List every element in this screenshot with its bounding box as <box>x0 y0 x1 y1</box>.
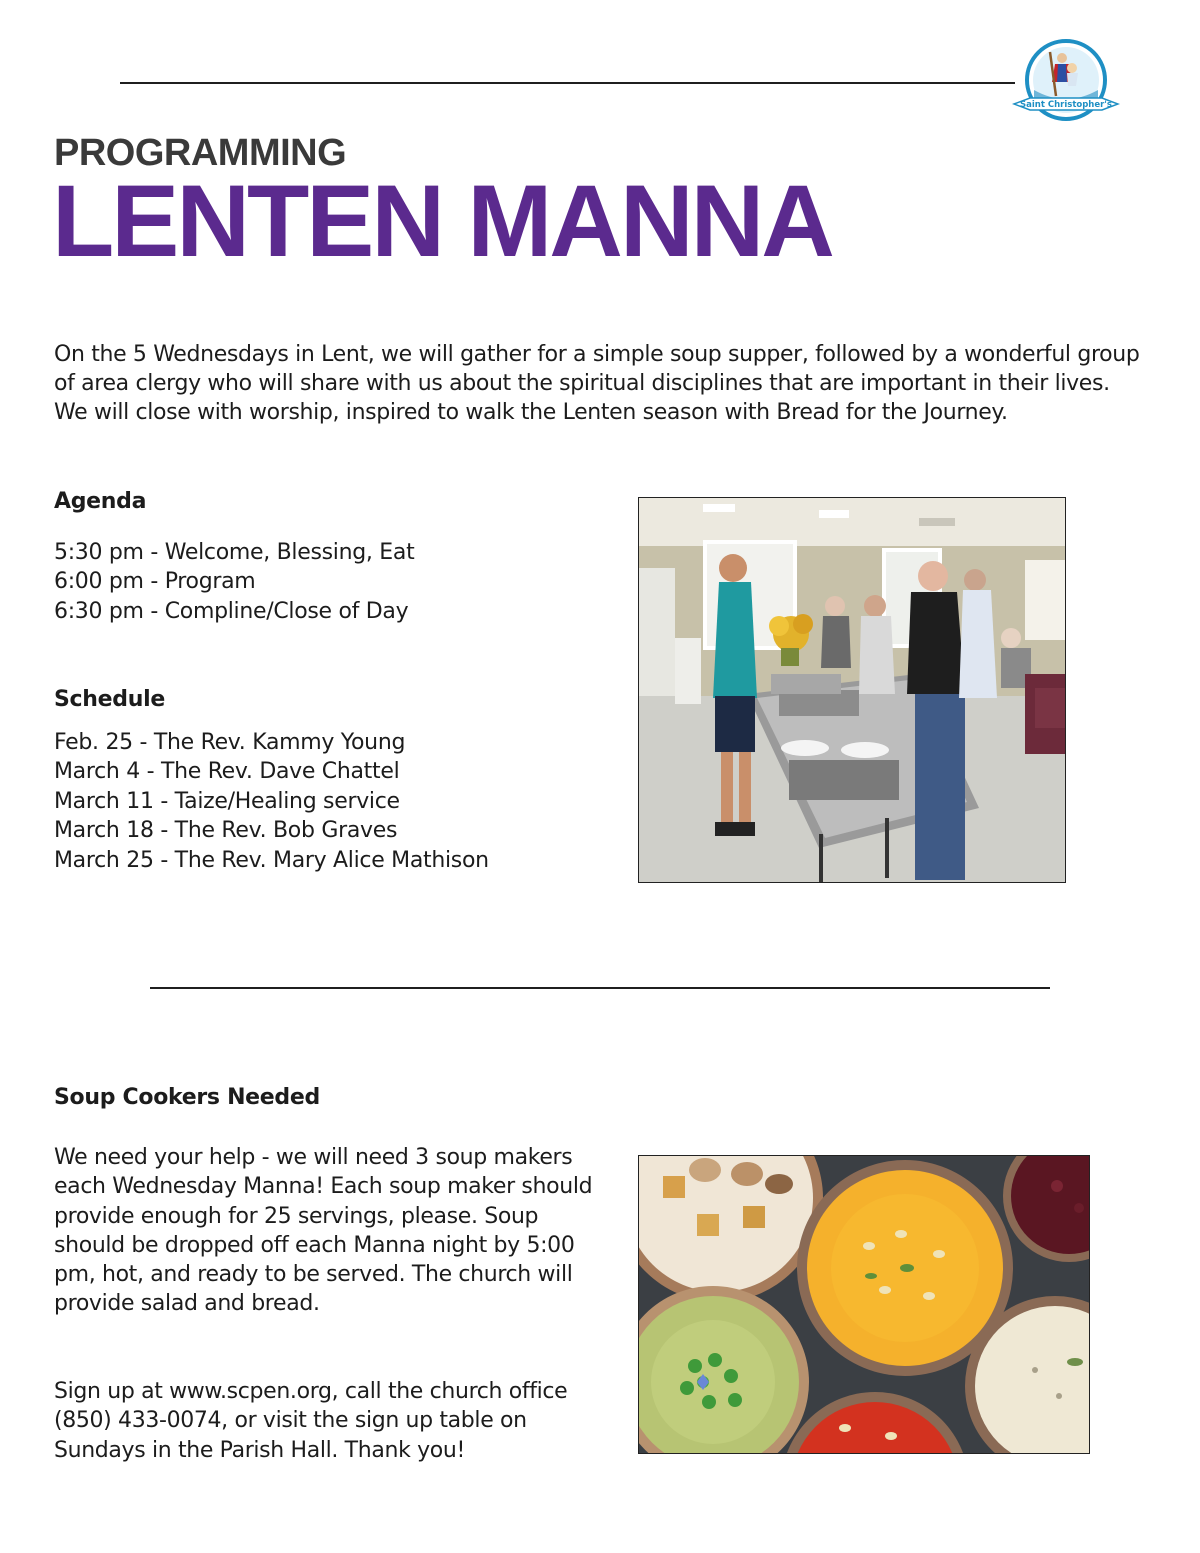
soup-paragraph: We need your help - we will need 3 soup makers each Wednesday Manna! Each soup maker should provide enough for 25 servings, please. Soup should be dropped off each Manna night by 5:00 pm, hot, and ready to be served. The church will provide salad and bread. <box>54 1145 593 1317</box>
schedule-item: March 18 - The Rev. Bob Graves <box>54 818 398 844</box>
top-divider <box>120 82 1015 84</box>
schedule-item: March 4 - The Rev. Dave Chattel <box>54 759 400 785</box>
agenda-list <box>54 538 414 626</box>
agenda-item: 5:30 pm - Welcome, Blessing, Eat <box>54 540 415 565</box>
schedule-item: Feb. 25 - The Rev. Kammy Young <box>54 730 406 755</box>
agenda-heading: Agenda <box>54 489 147 514</box>
agenda-item: 6:00 pm - Program <box>54 569 256 595</box>
soup-bowls-photo <box>638 1155 1090 1454</box>
section-kicker: PROGRAMMING <box>54 132 347 174</box>
soup-supper-photo <box>638 497 1066 883</box>
schedule-item: March 11 - Taize/Healing service <box>54 788 400 814</box>
agenda-item: 6:30 pm - Compline/Close of Day <box>54 598 409 624</box>
signup-paragraph: Sign up at www.scpen.org, call the church office (850) 433-0074, or visit the sign up table on Sundays in the Parish Hall. Thank you! <box>54 1379 568 1463</box>
middle-divider <box>150 987 1050 989</box>
schedule-list <box>54 728 489 875</box>
schedule-item: March 25 - The Rev. Mary Alice Mathison <box>54 847 489 873</box>
intro-paragraph: On the 5 Wednesdays in Lent, we will gather for a simple soup supper, followed by a wonderful group of area clergy who will share with us about the spiritual disciplines that are important in their lives. We will close with worship, inspired to walk the Lenten season with Bread for the Journey. <box>54 342 1140 425</box>
schedule-heading: Schedule <box>54 687 165 712</box>
saint-christophers-logo <box>1012 38 1120 130</box>
soup-heading: Soup Cookers Needed <box>54 1085 320 1110</box>
logo-text: Saint Christopher's <box>1020 100 1112 110</box>
page-title: LENTEN MANNA <box>52 164 832 278</box>
